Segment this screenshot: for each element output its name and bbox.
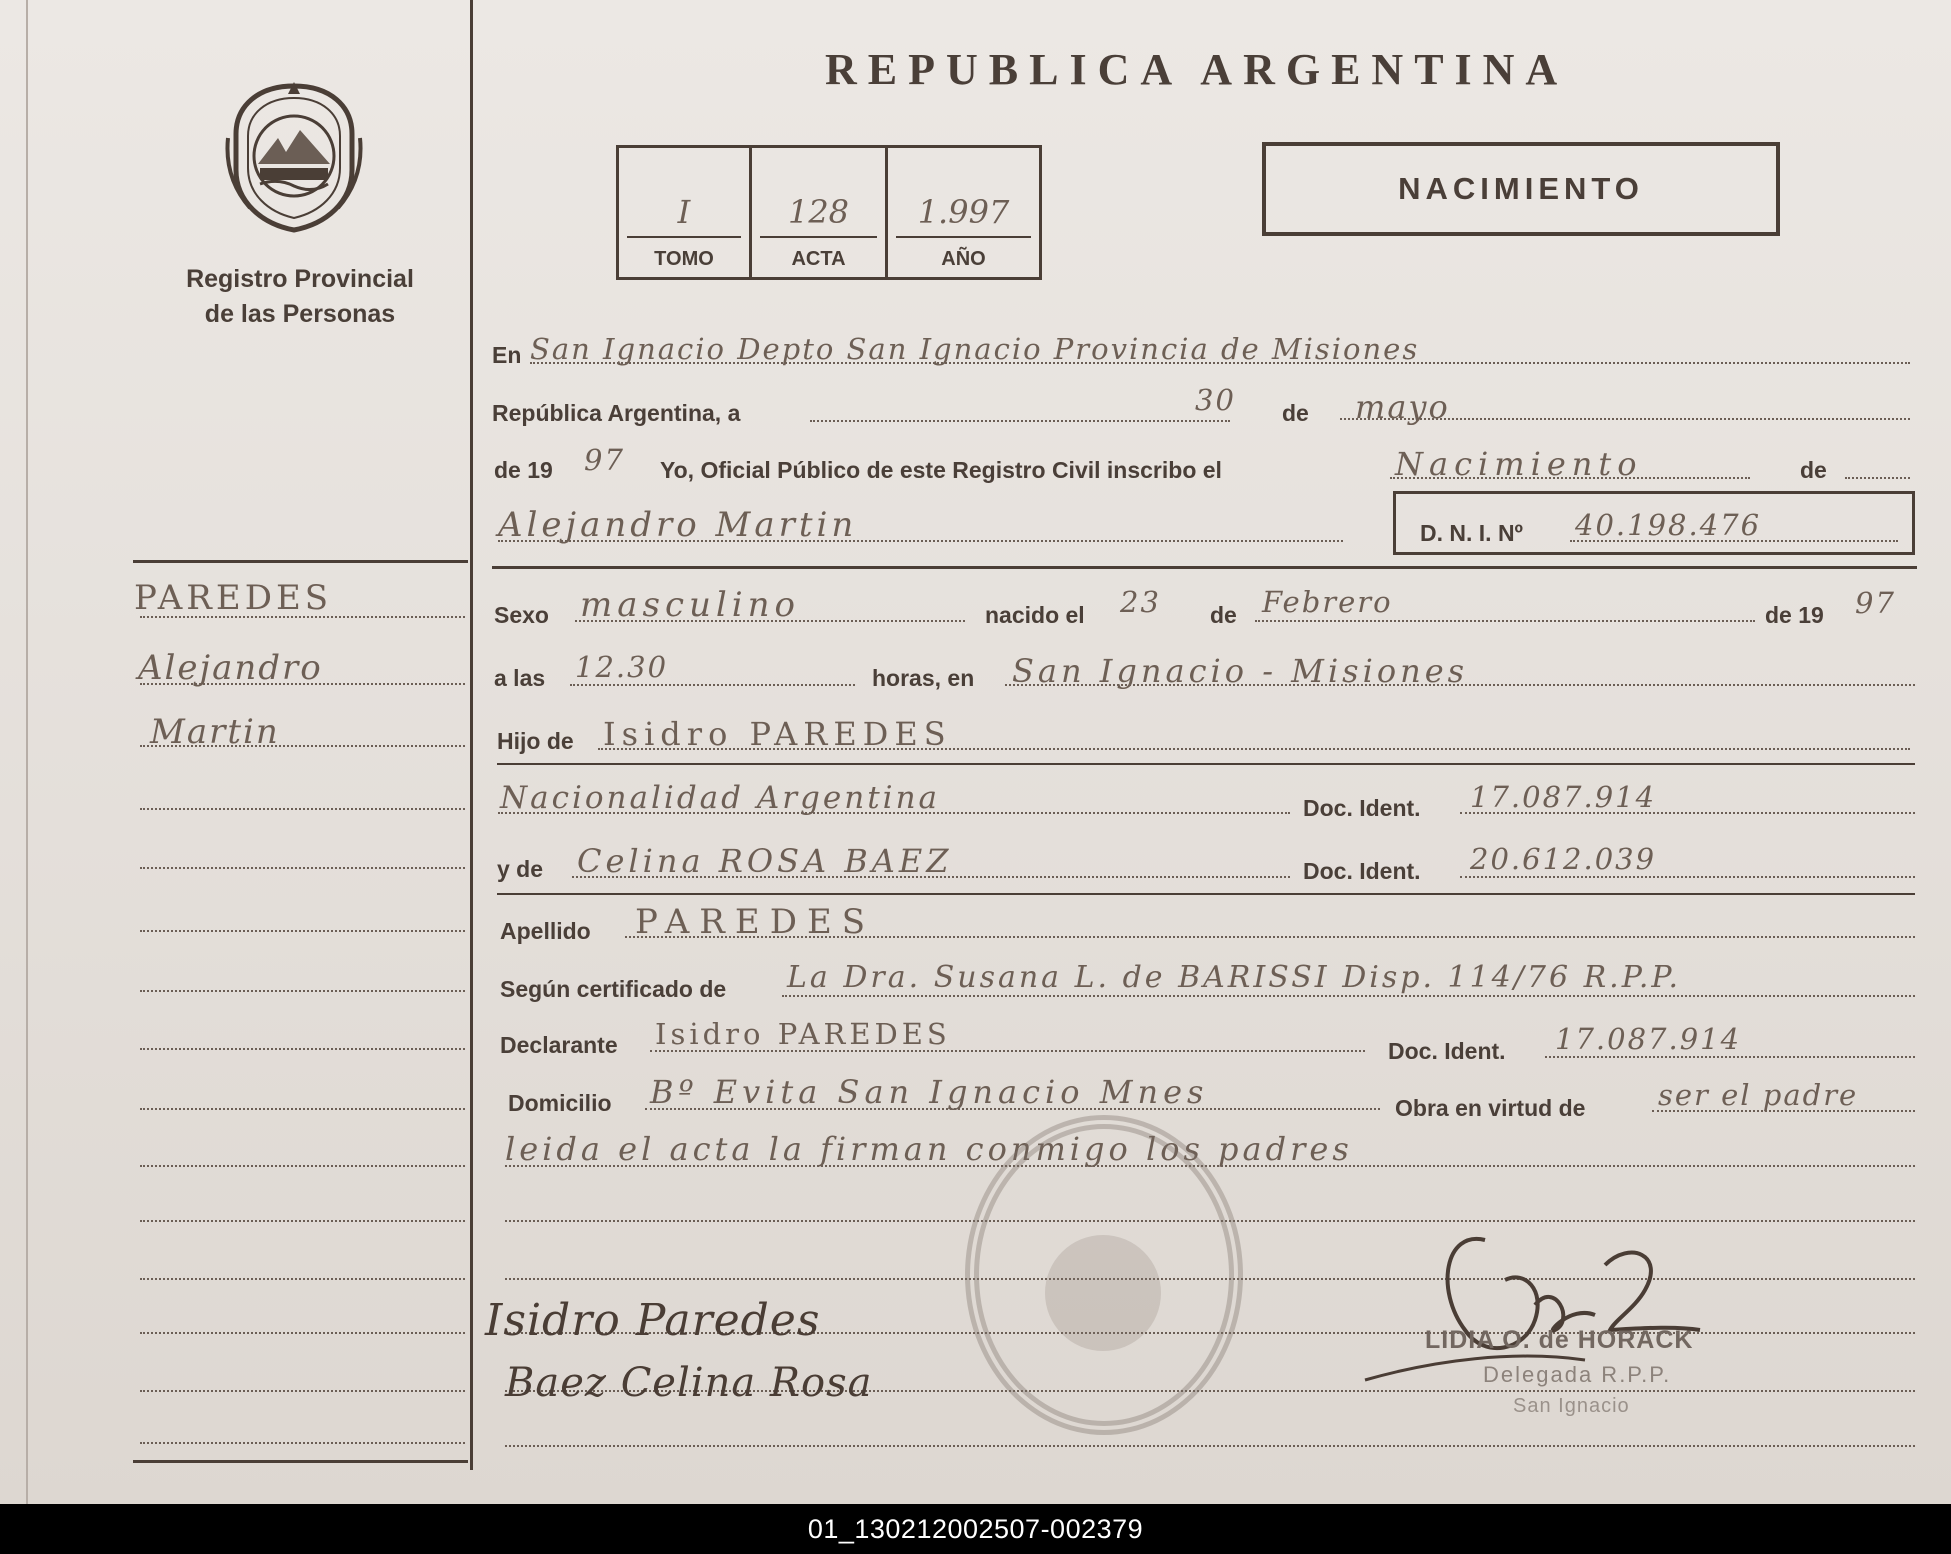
apellido-line	[625, 936, 1915, 938]
column-divider	[470, 0, 473, 1470]
margin-line	[140, 683, 465, 685]
birth-time-line	[570, 684, 855, 686]
left-edge-line	[26, 0, 28, 1504]
certificate-value: La Dra. Susana L. de BARISSI Disp. 114/76 R.P.P.	[787, 960, 1681, 995]
anio-label: AÑO	[941, 248, 986, 270]
sexo-value: masculino	[580, 585, 801, 625]
en-label: En	[492, 342, 522, 368]
margin-name-2: Martin	[150, 712, 280, 752]
de19-label-2: de 19	[1765, 602, 1824, 628]
father-divider	[497, 763, 1915, 765]
acta-label: ACTA	[791, 248, 846, 270]
mother-doc-line	[1460, 876, 1915, 878]
registry-line-2: de las Personas	[204, 300, 396, 328]
margin-line	[140, 867, 465, 869]
segun-label: Según certificado de	[500, 976, 727, 1002]
apellido-value: PAREDES	[635, 902, 876, 942]
birth-month-line	[1255, 620, 1755, 622]
obra-label: Obra en virtud de	[1395, 1095, 1586, 1121]
father-doc-line	[1460, 812, 1915, 814]
blank-line	[505, 1445, 1915, 1447]
father-doc-value: 17.087.914	[1470, 780, 1657, 814]
official-place: San Ignacio	[1513, 1395, 1630, 1417]
de-label-2: de	[1800, 457, 1827, 483]
acta-cell	[752, 148, 888, 277]
nacido-label: nacido el	[985, 602, 1085, 628]
birth-day-value: 23	[1120, 585, 1161, 619]
nationality-value: Nacionalidad Argentina	[500, 780, 941, 816]
stamp-emblem-icon	[1045, 1235, 1161, 1351]
certificate-line	[782, 995, 1915, 997]
birth-month-value: Febrero	[1262, 585, 1393, 619]
child-names-line	[498, 540, 1343, 542]
margin-top-line	[133, 560, 468, 563]
margin-line	[140, 1332, 465, 1334]
nationality-line	[498, 812, 1290, 814]
margin-line	[140, 1278, 465, 1280]
birth-place-value: San Ignacio - Misiones	[1012, 652, 1469, 690]
provincial-seal-icon	[220, 78, 368, 238]
dni-label: D. N. I. Nº	[1420, 520, 1523, 546]
margin-line	[140, 990, 465, 992]
country-title: REPUBLICA ARGENTINA	[825, 45, 1569, 94]
declarante-doc-line	[1545, 1056, 1915, 1058]
mother-name-line	[572, 876, 1290, 878]
dni-value: 40.198.476	[1575, 508, 1762, 542]
act-type-value: Nacimiento	[1395, 445, 1643, 483]
registry-name	[150, 262, 450, 332]
de-label-3: de	[1210, 602, 1237, 628]
domicilio-label: Domicilio	[508, 1090, 612, 1116]
anio-underline	[896, 236, 1031, 238]
dni-line	[1570, 540, 1898, 542]
margin-line	[140, 930, 465, 932]
document-type-box: NACIMIENTO	[1262, 142, 1780, 236]
note-line	[505, 1165, 1915, 1167]
margin-line	[140, 1165, 465, 1167]
birth-year-value: 97	[1855, 586, 1896, 620]
declarante-label: Declarante	[500, 1032, 618, 1058]
day-value: 30	[1195, 383, 1236, 417]
birth-place-line	[1005, 684, 1915, 686]
margin-line	[140, 616, 465, 618]
child-names-value: Alejandro Martin	[498, 505, 858, 545]
anio-value: 1.997	[917, 193, 1010, 231]
y-de-label: y de	[497, 856, 544, 882]
margin-name-1: Alejandro	[138, 648, 323, 688]
obra-value: ser el padre	[1658, 1078, 1859, 1112]
doc-ident-label: Doc. Ident.	[1303, 795, 1421, 821]
mother-name-value: Celina ROSA BAEZ	[577, 842, 953, 880]
yo-oficial-label: Yo, Oficial Público de este Registro Civil inscribo el	[660, 457, 1222, 483]
domicilio-value: Bº Evita San Ignacio Mnes	[650, 1073, 1209, 1111]
acta-underline	[760, 236, 877, 238]
declarante-doc-value: 17.087.914	[1555, 1022, 1742, 1056]
birth-time-value: 12.30	[575, 650, 669, 684]
registry-line-1: Registro Provincial	[186, 265, 414, 293]
record-number-box	[616, 145, 1042, 280]
declarante-line	[650, 1050, 1365, 1052]
day-line	[810, 420, 1230, 422]
mother-doc-value: 20.612.039	[1470, 842, 1657, 876]
year-value: 97	[584, 443, 625, 477]
image-caption: 01_130212002507-002379	[0, 1504, 1951, 1554]
margin-line	[140, 745, 465, 747]
margin-bottom-line	[133, 1460, 468, 1463]
anio-cell	[888, 148, 1039, 277]
obra-line	[1652, 1110, 1915, 1112]
father-name-value: Isidro PAREDES	[603, 715, 952, 753]
margin-line	[140, 1220, 465, 1222]
act-type-line	[1390, 477, 1750, 479]
doc-ident-label-2: Doc. Ident.	[1303, 858, 1421, 884]
horas-label: horas, en	[872, 665, 975, 691]
acta-value: 128	[787, 193, 850, 231]
apellido-label: Apellido	[500, 918, 591, 944]
tomo-underline	[627, 236, 741, 238]
margin-line	[140, 1390, 465, 1392]
a-las-label: a las	[494, 665, 546, 691]
tomo-cell	[619, 148, 752, 277]
father-name-line	[598, 748, 1910, 750]
doc-ident-label-3: Doc. Ident.	[1388, 1038, 1506, 1064]
margin-surname: PAREDES	[134, 578, 333, 618]
father-signature: Isidro Paredes	[485, 1295, 821, 1346]
de-label: de	[1282, 400, 1309, 426]
note-value: leida el acta la firman conmigo los padres	[505, 1130, 1353, 1168]
de19-label: de 19	[494, 457, 553, 483]
tomo-label: TOMO	[654, 248, 714, 270]
section-divider	[492, 566, 1917, 569]
margin-line	[140, 1108, 465, 1110]
margin-line	[140, 1048, 465, 1050]
month-value: mayo	[1355, 388, 1450, 426]
republica-label: República Argentina, a	[492, 400, 741, 426]
act-type-end-line	[1845, 477, 1910, 479]
mother-divider	[497, 893, 1915, 895]
mother-signature: Baez Celina Rosa	[505, 1360, 873, 1406]
tomo-value: I	[677, 193, 691, 231]
declarante-value: Isidro PAREDES	[655, 1017, 951, 1051]
sexo-label: Sexo	[494, 602, 549, 628]
official-name: LIDIA O. de HORACK	[1425, 1326, 1694, 1354]
sexo-line	[575, 620, 965, 622]
official-role: Delegada R.P.P.	[1483, 1362, 1672, 1387]
place-line	[530, 362, 1910, 364]
place-value: San Ignacio Depto San Ignacio Provincia de Misiones	[530, 332, 1420, 366]
month-line	[1340, 418, 1910, 420]
domicilio-line	[645, 1108, 1380, 1110]
margin-line	[140, 808, 465, 810]
hijo-label: Hijo de	[497, 728, 574, 754]
margin-line	[140, 1442, 465, 1444]
